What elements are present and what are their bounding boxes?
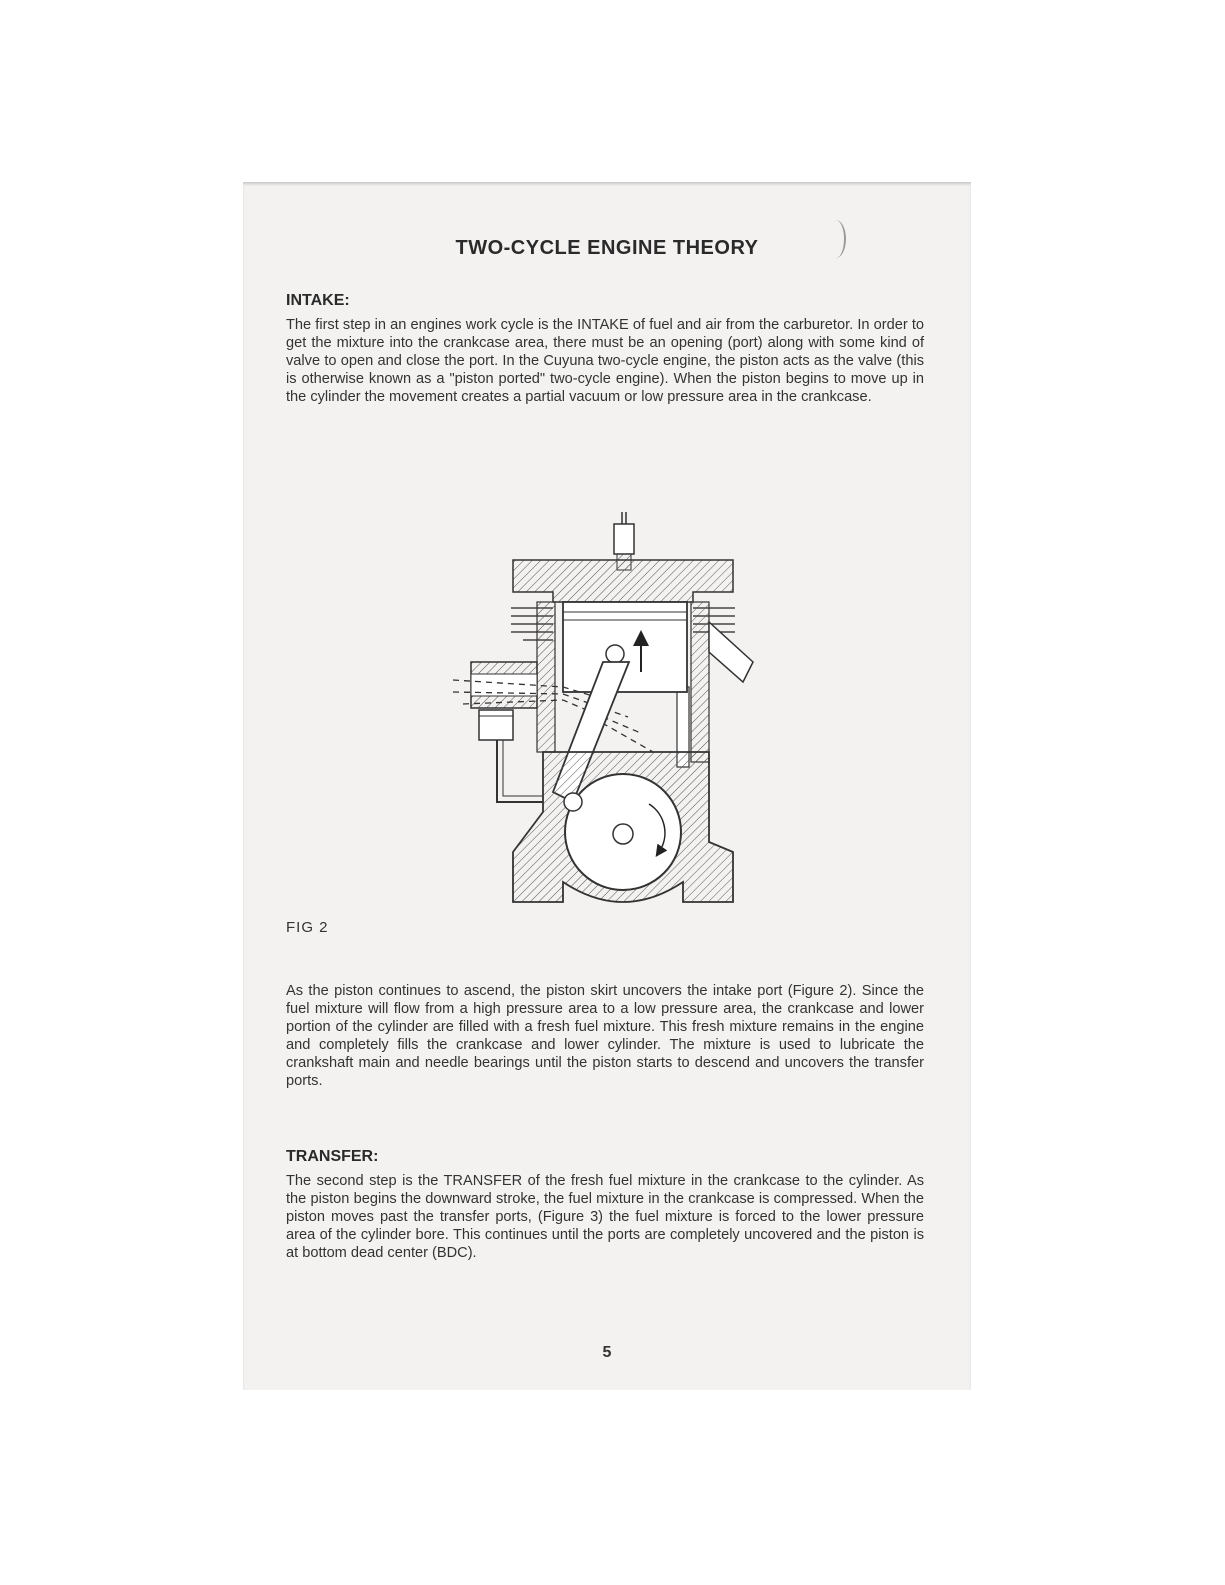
cylinder-wall-left: [537, 602, 555, 752]
page-top-edge: [243, 182, 971, 186]
intake-heading: INTAKE:: [286, 292, 350, 309]
intake-continued-paragraph: As the piston continues to ascend, the piston skirt uncovers the intake port (Figure 2). Since the fuel mixture will flow from a high pressure area to a low pressure area, the crankcase and lower portion of the cylinder are filled with a fresh fuel mixture. This fresh mixture remains in the engine and completely fills the crankcase and lower cylinder. The mixture is used to lubricate the crankshaft main and needle bearings until the piston starts to descend and uncovers the transfer ports.: [286, 983, 924, 1089]
intake-paragraph: The first step in an engines work cycle is the INTAKE of fuel and air from the carburetor. In order to get the mixture into the crankcase area, there must be an opening (port) along with some kind of valve to open and close the port. In the Cuyuna two-cycle engine, the piston acts as the valve (this is otherwise known as a "piston ported" two-cycle engine). When the piston begins to move up in the cylinder the movement creates a partial vacuum or low pressure area in the crankcase.: [286, 317, 924, 405]
page-number: 5: [602, 1344, 612, 1361]
page-title: TWO-CYCLE ENGINE THEORY: [455, 237, 759, 259]
manual-page: [243, 182, 971, 1390]
transfer-paragraph: The second step is the TRANSFER of the fresh fuel mixture in the crankcase to the cylinder. As the piston begins the downward stroke, the fuel mixture in the crankcase is compressed. When the piston moves past the transfer ports, (Figure 3) the fuel mixture is forced to the lower pressure area of the cylinder bore. This continues until the ports are completely uncovered and the piston is at bottom dead center (BDC).: [286, 1173, 924, 1261]
crankshaft: [564, 774, 681, 890]
exhaust-port: [709, 622, 753, 682]
transfer-heading: TRANSFER:: [286, 1148, 379, 1165]
cylinder-head: [513, 560, 733, 602]
figure-label: FIG 2: [286, 919, 329, 936]
piston: [563, 602, 687, 692]
two-cycle-engine-diagram: [453, 512, 773, 912]
cylinder-wall-right: [691, 602, 709, 762]
carburetor: [471, 662, 543, 802]
